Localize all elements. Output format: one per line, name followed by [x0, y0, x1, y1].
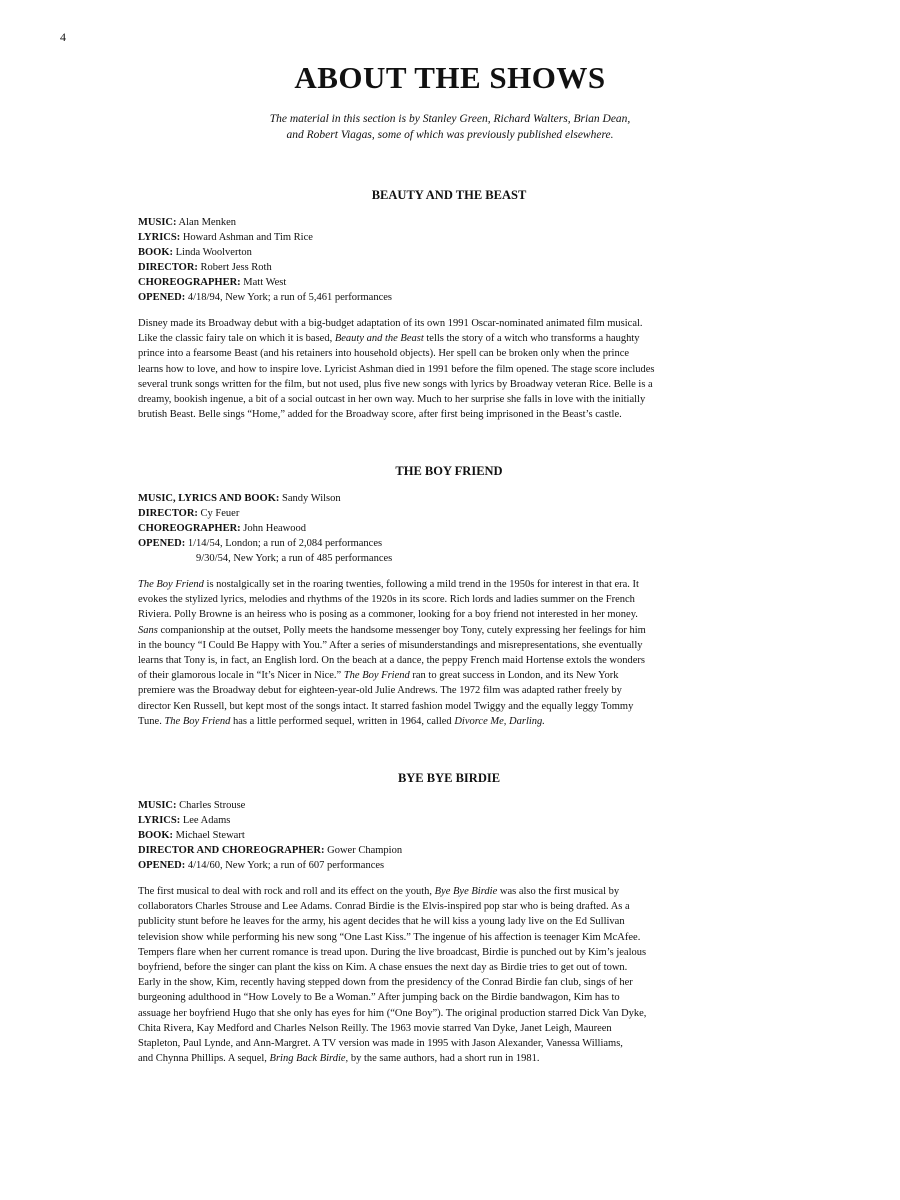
credit-label: DIRECTOR: [138, 508, 198, 519]
synopsis [138, 316, 760, 422]
synopsis [138, 884, 760, 1066]
synopsis-line [138, 607, 760, 622]
credit-label: BOOK: [138, 247, 174, 258]
text-run: in the bouncy “I Could Be Happy with You.” After a series of misunderstandings and misrepresentations, she eventually [138, 639, 643, 651]
text-run: The first musical to deal with rock and roll and its effect on the youth, [138, 886, 435, 897]
credit-value: Cy Feuer [200, 508, 240, 519]
credit-label: OPENED: [138, 292, 186, 303]
page-number: 4 [60, 30, 66, 44]
credit-label: DIRECTOR: [138, 262, 198, 273]
synopsis-line [138, 623, 760, 638]
italic-title: Beauty and the Beast [334, 333, 424, 345]
text-run: has a little performed sequel, written in 1964, called [230, 715, 455, 727]
text-run: collaborators Charles Strouse and Lee Adams. Conrad Birdie is the Elvis-inspired pop star who is being drafted. As a [138, 901, 630, 913]
credits-block [138, 798, 760, 873]
credit-row [138, 491, 760, 506]
show-title: BEAUTY AND THE BEAST [371, 188, 527, 202]
synopsis-line [138, 1006, 760, 1021]
text-run: Like the classic fairy tale on which it is based, [138, 333, 335, 345]
text-run: Riviera. Polly Browne is an heiress who is posing as a commoner, looking for a boy friend not interested in her money. [138, 609, 638, 621]
synopsis-line [138, 884, 760, 899]
credit-row [138, 275, 760, 290]
text-run: Disney made its Broadway debut with a big-budget adaptation of its own 1991 Oscar-nominated animated film musical. [138, 318, 643, 329]
synopsis-line [138, 668, 760, 683]
text-run: burgeoning adulthood in “How Lovely to Be a Woman.” After jumping back on the Birdie bandwagon, Kim has to [138, 992, 620, 1004]
text-run: premiere was the Broadway debut for eighteen-year-old Julie Andrews. The 1972 film was adapted rather freely by [138, 685, 622, 697]
synopsis-line [138, 1021, 760, 1036]
credit-value: Sandy Wilson [282, 493, 341, 504]
credits-block [138, 491, 760, 566]
show-title: THE BOY FRIEND [395, 464, 503, 478]
italic-title: Sans [138, 624, 158, 636]
text-run: Stapleton, Paul Lynde, and Ann-Margret. A TV version was made in 1995 with Jason Alexander, Vanessa Williams, [138, 1038, 623, 1050]
credit-row [138, 521, 760, 536]
synopsis-line [138, 975, 760, 990]
credit-label: LYRICS: [138, 815, 181, 826]
text-run: Early in the show, Kim, recently having stepped down from the presidency of the Conrad Birdie fan club, sings of her [138, 977, 633, 989]
credit-label: MUSIC: [138, 800, 177, 811]
credit-label: DIRECTOR AND CHOREOGRAPHER: [138, 845, 325, 856]
credit-row [138, 843, 760, 858]
synopsis [138, 577, 760, 729]
synopsis-line [138, 592, 760, 607]
credit-value: Linda Woolverton [175, 247, 252, 258]
credit-row [138, 260, 760, 275]
credit-label: LYRICS: [138, 232, 181, 243]
credits-block [138, 215, 760, 305]
credit-row [138, 215, 760, 230]
synopsis-line [138, 362, 760, 377]
synopsis-line [138, 945, 760, 960]
synopsis-line [138, 331, 760, 346]
text-run: learns that Tony is, in fact, an English lord. On the beach at a dance, the peppy French maid Hortense extols the wonders [138, 655, 646, 667]
credit-row [138, 536, 760, 551]
text-run: boyfriend, before the singer can plant the kiss on Kim. A chase ensues the next day as Birdie tries to get out of town. [138, 962, 628, 974]
synopsis-line [138, 930, 760, 945]
text-run: of their glamorous locale in “It’s Nicer in Nice.” [138, 670, 344, 682]
text-run: director Ken Russell, but kept most of the songs intact. It starred fashion model Twiggy and the equally leggy Tommy [138, 700, 634, 712]
synopsis-line [138, 377, 760, 392]
show-section-bye-bye-birdie [138, 771, 760, 1066]
show-title: BYE BYE BIRDIE [397, 771, 501, 785]
intro-line: The material in this section is by Stanley Green, Richard Walters, Brian Dean, [269, 113, 631, 125]
credit-label: CHOREOGRAPHER: [138, 277, 241, 288]
text-run: Tempers flare when her current romance is tread upon. During the live broadcast, Birdie is punched out by Kim’s jealous [138, 946, 647, 958]
credit-value: 4/18/94, New York; a run of 5,461 performances [187, 292, 393, 303]
text-run: was also the first musical by [497, 886, 620, 897]
synopsis-line [138, 1051, 760, 1066]
credit-value: John Heawood [243, 523, 306, 534]
credit-label: MUSIC: [138, 217, 177, 228]
synopsis-line [138, 653, 760, 668]
credit-row [138, 290, 760, 305]
credit-row [138, 506, 760, 521]
italic-title: The Boy Friend [138, 579, 204, 590]
synopsis-line [138, 316, 760, 331]
text-run: several trunk songs written for the film, but not used, plus five new songs with lyrics by Broadway veteran Rice. Belle is a [138, 378, 653, 390]
text-run: publicity stunt before he leaves for the army, his agent decides that he will kiss a young lady live on the Ed Sullivan [138, 916, 625, 928]
text-run: prince into a fearsome Beast (and his retainers into household objects). Her spell can be broken only when the prince [138, 348, 630, 360]
credit-row [138, 858, 760, 873]
text-run: brutish Beast. Belle sings “Home,” added for the Broadway score, after first being imprisoned in the Beast’s castle. [138, 409, 622, 421]
credit-label: MUSIC, LYRICS AND BOOK: [138, 493, 280, 504]
credit-value: Robert Jess Roth [200, 262, 272, 273]
text-run: by the same authors, had a short run in 1981. [348, 1053, 540, 1065]
text-run: assuage her boyfriend Hugo that she only has eyes for him (“One Boy”). The original production starred Dick Van Dyke, [138, 1007, 647, 1019]
italic-title: The Boy Friend [164, 715, 231, 727]
text-run: television show while performing his new song “One Last Kiss.” The ingenue of his affection is teenager Kim McAfee. [138, 931, 641, 943]
credit-continuation: 9/30/54, New York; a run of 485 performances [196, 553, 393, 564]
synopsis-line [138, 960, 760, 975]
synopsis-line [138, 683, 760, 698]
credit-value: Alan Menken [178, 217, 236, 228]
text-run: Chita Rivera, Kay Medford and Charles Nelson Reilly. The 1963 movie starred Van Dyke, Janet Leigh, Maureen [138, 1022, 612, 1034]
synopsis-line [138, 346, 760, 361]
text-run: Tune. [138, 715, 165, 727]
italic-title: Divorce Me, Darling. [454, 715, 545, 727]
text-run: learns how to love, and how to inspire love. Lyricist Ashman died in 1991 before the film opened. The stage score includes [138, 363, 655, 375]
credit-value: Lee Adams [182, 815, 231, 826]
credit-row [138, 230, 760, 245]
text-run: is nostalgically set in the roaring twenties, following a mild trend in the 1950s for interest in that era. It [203, 579, 639, 590]
credit-value: Charles Strouse [179, 800, 246, 811]
credit-row [138, 245, 760, 260]
show-section-the-boy-friend [138, 464, 760, 729]
page-title: ABOUT THE SHOWS [294, 60, 606, 95]
credit-value: Gower Champion [327, 845, 403, 856]
text-run: tells the story of a witch who transforms a haughty [423, 333, 640, 345]
synopsis-line [138, 990, 760, 1005]
credit-value: 1/14/54, London; a run of 2,084 performances [187, 538, 383, 549]
credit-label: OPENED: [138, 538, 186, 549]
credit-label: BOOK: [138, 830, 174, 841]
show-section-beauty-and-the-beast [138, 188, 760, 422]
synopsis-line [138, 914, 760, 929]
credit-row [138, 813, 760, 828]
credit-value: Howard Ashman and Tim Rice [182, 232, 313, 243]
italic-title: Bye Bye Birdie [434, 886, 498, 897]
text-run: and Chynna Phillips. A sequel, [138, 1053, 270, 1065]
credit-value: 4/14/60, New York; a run of 607 performances [187, 860, 385, 871]
synopsis-line [138, 899, 760, 914]
credit-label: CHOREOGRAPHER: [138, 523, 241, 534]
text-run: ran to great success in London, and its New York [409, 670, 619, 682]
intro-note [200, 111, 700, 143]
synopsis-line [138, 407, 760, 422]
italic-title: The Boy Friend [343, 670, 410, 682]
italic-title: Bring Back Birdie, [269, 1053, 349, 1065]
synopsis-line [138, 699, 760, 714]
synopsis-line [138, 714, 760, 729]
synopsis-line [138, 638, 760, 653]
synopsis-line [138, 577, 760, 592]
credit-value: Matt West [243, 277, 287, 288]
synopsis-line [138, 392, 760, 407]
credit-row [138, 798, 760, 813]
text-run: companionship at the outset, Polly meets the handsome messenger boy Tony, cutely expressing her feelings for him [157, 624, 646, 636]
text-run: dreamy, bookish ingenue, a bit of a social outcast in her own way. Much to her surprise she falls in love with the initially [138, 394, 646, 406]
text-run: evokes the stylized lyrics, melodies and rhythms of the 1920s in its score. Rich lords and ladies summer on the French [138, 594, 635, 606]
credit-value: Michael Stewart [175, 830, 245, 841]
synopsis-line [138, 1036, 760, 1051]
credit-row [138, 828, 760, 843]
credit-label: OPENED: [138, 860, 186, 871]
intro-line: and Robert Viagas, some of which was previously published elsewhere. [286, 129, 614, 141]
